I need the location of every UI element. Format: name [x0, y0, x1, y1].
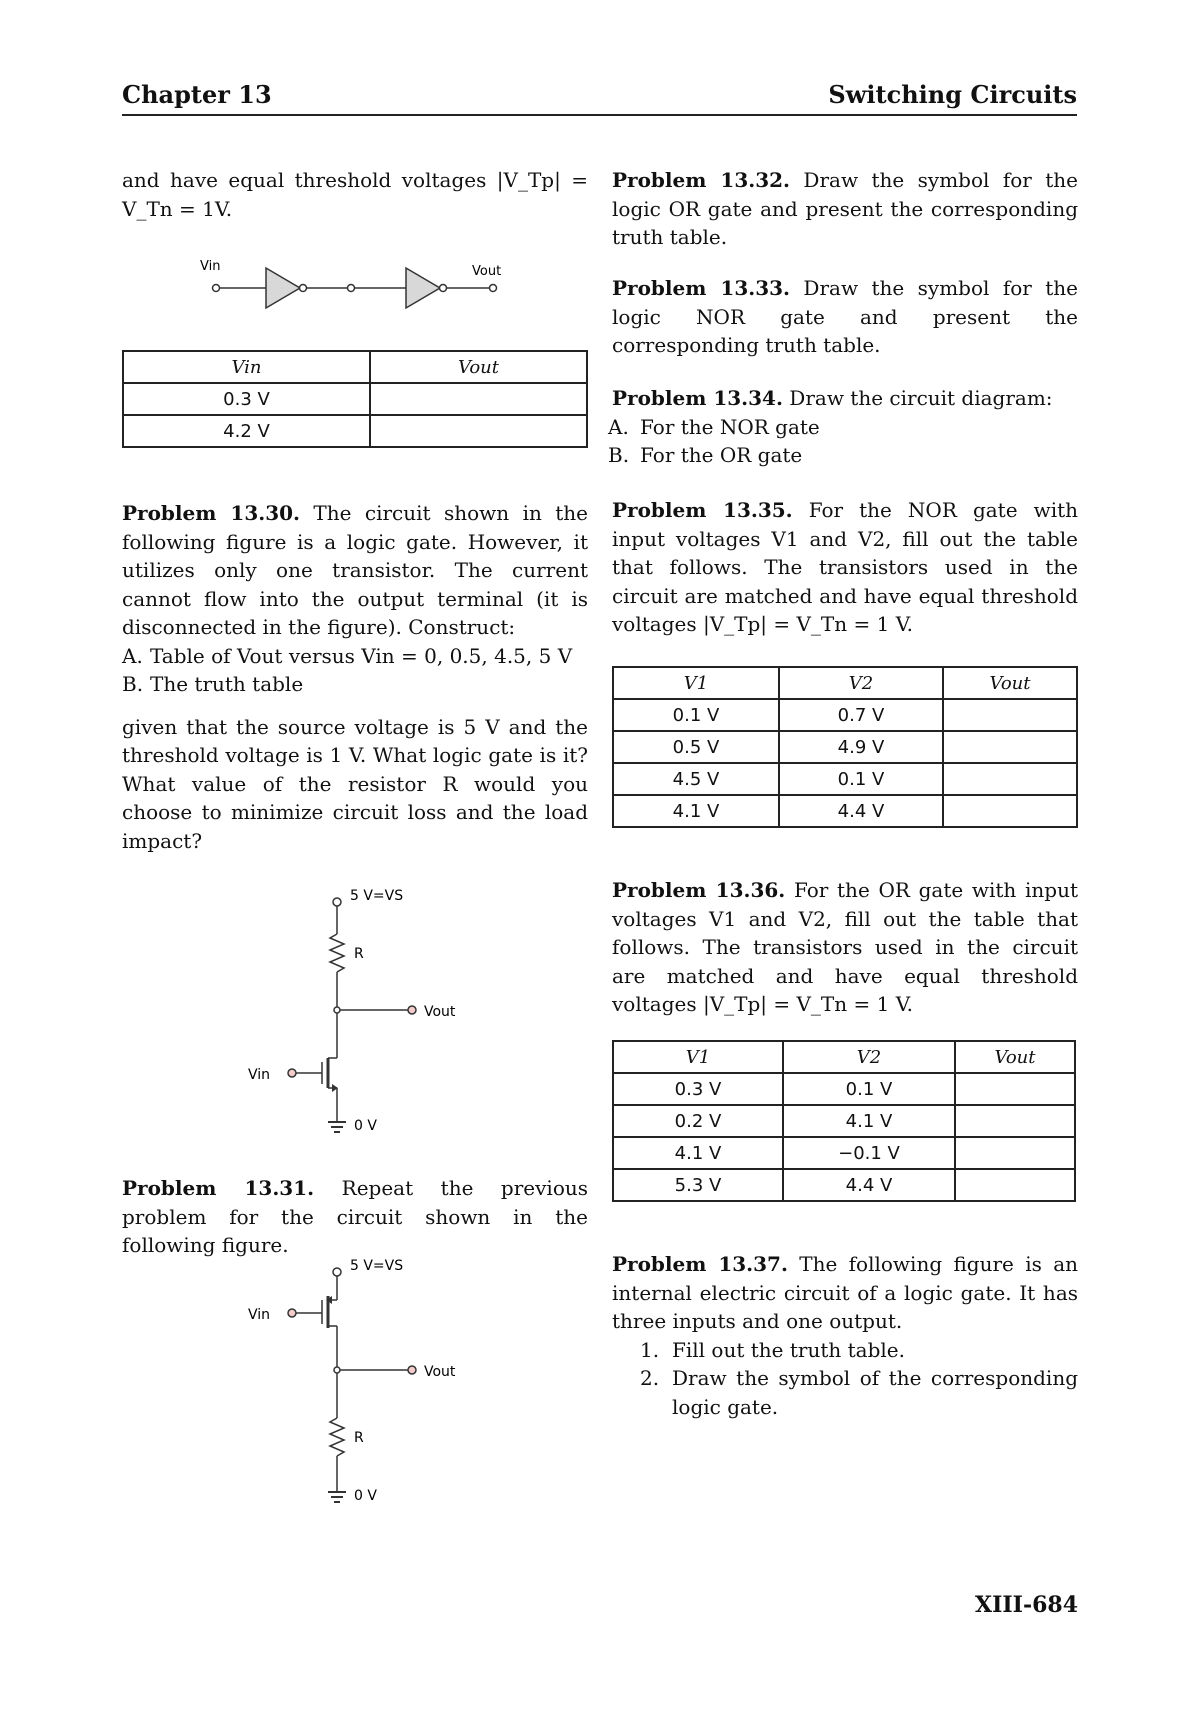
problem-label: Problem 13.37. [612, 1252, 788, 1276]
problem-label: Problem 13.33. [612, 276, 790, 300]
problem-label: Problem 13.34. [612, 386, 783, 410]
problem-label: Problem 13.31. [122, 1176, 315, 1200]
list-item: B. For the OR gate [608, 443, 803, 467]
problem-label: Problem 13.36. [612, 878, 786, 902]
problem-13-30-list [122, 642, 588, 699]
list-item: A. For the NOR gate [608, 414, 820, 439]
table-header: V1 [613, 1041, 783, 1073]
vin-label: Vin [248, 1307, 271, 1323]
problem-13-37-list [612, 1336, 1078, 1422]
table-header: V2 [783, 1041, 955, 1073]
inverter-1-symbol [266, 268, 300, 308]
table-row: 4.5 V 0.1 V [613, 763, 1077, 795]
resistor-symbol [330, 934, 344, 972]
continued-text: and have equal threshold voltages |V_Tp| = V_Tn = 1V. [122, 168, 588, 221]
problem-13-34: Problem 13.34. Draw the circuit diagram: A. For the NOR gate B. For the OR gate [612, 384, 1078, 470]
resistor-symbol [330, 1418, 344, 1456]
pmos-resistor-circuit [240, 1250, 500, 1520]
inverter-chain-figure [200, 258, 520, 318]
supply-label: 5 V=VS [350, 1258, 404, 1274]
problem-13-32: Problem 13.32. Draw the symbol for the logic OR gate and present the corresponding truth table. [612, 168, 1078, 249]
list-item: 1. Fill out the truth table. [640, 1337, 905, 1362]
resistor-label: R [354, 1430, 364, 1446]
vout-label: Vout [424, 1004, 456, 1020]
table-row: 0.5 V 4.9 V [613, 731, 1077, 763]
list-item: 2. Draw the symbol of the corresponding logic gate. [640, 1366, 1078, 1419]
problem-label: Problem 13.30. [122, 501, 300, 525]
table-row: 0.3 V [123, 383, 587, 415]
list-item: B. The truth table [122, 672, 304, 696]
problem-13-33: Problem 13.33. Draw the symbol for the logic NOR gate and present the corresponding truth table. [612, 276, 1078, 357]
running-header [122, 80, 1077, 116]
table-header: Vout [370, 351, 587, 383]
nmos-resistor-circuit [240, 880, 500, 1150]
table-row: 4.2 V [123, 415, 587, 447]
table-row: 4.1 V −0.1 V [613, 1137, 1075, 1169]
table-header: V2 [779, 667, 943, 699]
table-row: 5.3 V 4.4 V [613, 1169, 1075, 1201]
table-header: Vin [123, 351, 370, 383]
section-title: Switching Circuits [828, 80, 1077, 109]
problem-13-37: Problem 13.37. The following figure is an internal electric circuit of a logic gate. It has three inputs and one output. 1. Fill out the truth table. 2. Draw the symbol of the corresponding logic gate. [612, 1250, 1078, 1421]
problem-13-36: Problem 13.36. For the OR gate with input voltages V1 and V2, fill out the table that follows. The transistors used in the circuit are matched and have equal threshold voltages |V_Tp| = V_Tn = 1 V. [612, 878, 1078, 1016]
or-gate-table [612, 1040, 1076, 1202]
ground-label: 0 V [354, 1488, 377, 1504]
table-row: 0.1 V 0.7 V [613, 699, 1077, 731]
resistor-label: R [354, 946, 364, 962]
table-row: 0.3 V 0.1 V [613, 1073, 1075, 1105]
inverter-vin-label: Vin [200, 259, 221, 274]
vin-label: Vin [248, 1067, 271, 1083]
nor-gate-table [612, 666, 1078, 828]
vin-vout-table [122, 350, 588, 448]
chapter-title: Chapter 13 [122, 80, 272, 109]
table-header: Vout [955, 1041, 1075, 1073]
table-header: Vout [943, 667, 1077, 699]
problem-13-34-list [580, 413, 1078, 470]
page-number: XIII-684 [975, 1592, 1078, 1618]
problem-label: Problem 13.32. [612, 168, 790, 192]
problem-13-35: Problem 13.35. For the NOR gate with input voltages V1 and V2, fill out the table that follows. The transistors used in the circuit are matched and have equal threshold voltages |V_Tp| = V_Tn = 1 V. [612, 498, 1079, 636]
problem-13-30: Problem 13.30. The circuit shown in the following figure is a logic gate. However, it utilizes only one transistor. The current cannot flow into the output terminal (it is disconnected in the figure). Construct: A. Table of Vout versus Vin = 0, 0.5, 4.5, 5 V B. The truth table given that the source voltage is 5 V and the threshold voltage is 1 V. What logic gate is it? What value of the resistor R would you choose to minimize circuit loss and the load impact? [122, 501, 589, 853]
inverter-vout-label: Vout [472, 264, 502, 279]
inverter-2-symbol [406, 268, 440, 308]
ground-label: 0 V [354, 1118, 377, 1134]
table-row: 0.2 V 4.1 V [613, 1105, 1075, 1137]
vout-label: Vout [424, 1364, 456, 1380]
table-header: V1 [613, 667, 779, 699]
supply-label: 5 V=VS [350, 888, 404, 904]
problem-13-31: Problem 13.31. Repeat the previous problem for the circuit shown in the following figure. [122, 1176, 589, 1257]
table-row: 4.1 V 4.4 V [613, 795, 1077, 827]
list-item: A. Table of Vout versus Vin = 0, 0.5, 4.5, 5 V [122, 643, 573, 668]
problem-label: Problem 13.35. [612, 498, 793, 522]
